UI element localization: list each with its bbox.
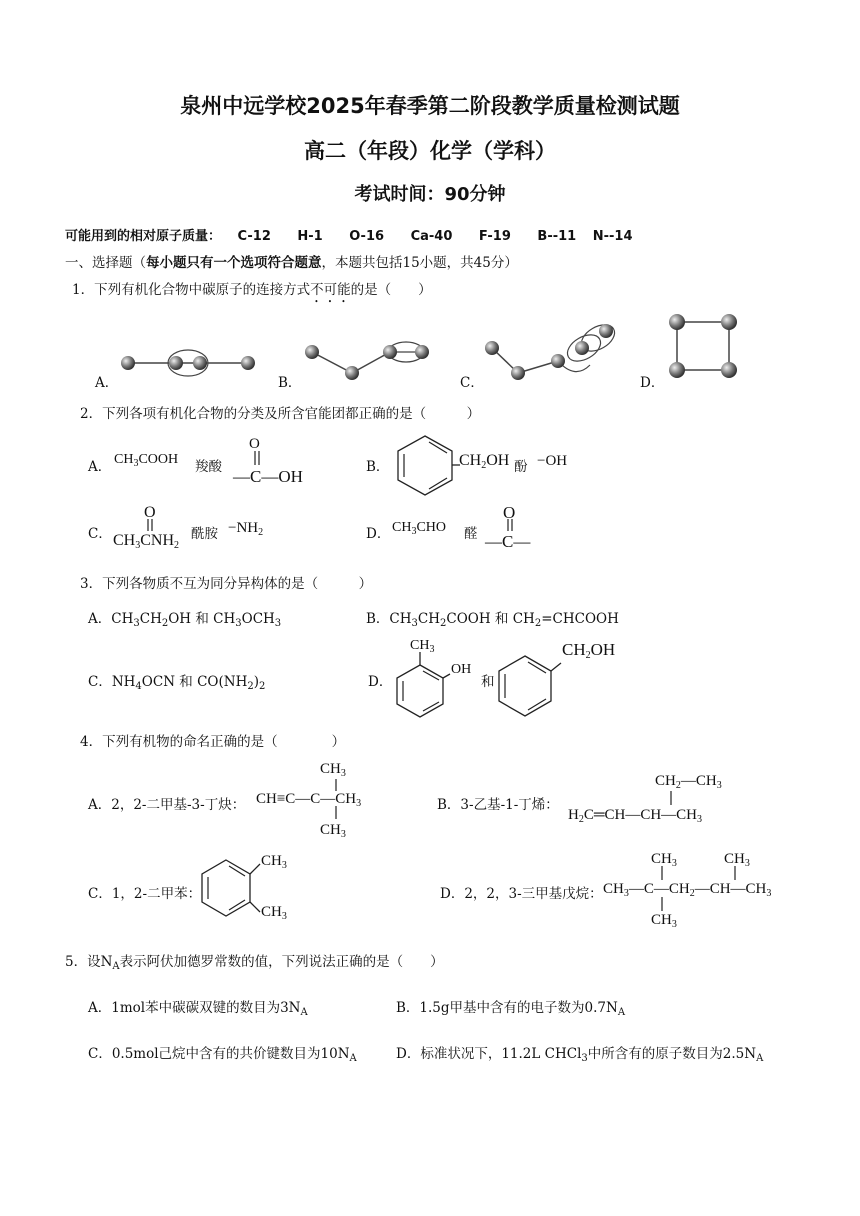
section-emphasis: 每小题只有一个选项符合题意 (146, 255, 322, 271)
q1-option-d-label: D． (640, 375, 665, 391)
q5-option-a: A．1mol苯中碳碳双键的数目为$3N_A$ (88, 1000, 308, 1018)
q3-d-and: 和 (481, 674, 495, 690)
atomic-masses-label: 可能用到的相对原子质量： (65, 229, 222, 244)
q4-option-d-name: D．2，2，3-三甲基戊烷： (440, 886, 603, 902)
q4-a-ch3-top: $CH_3$ (320, 761, 346, 779)
q3-option-d-label: D． (368, 674, 393, 690)
q1-b-chain-diagram (305, 342, 429, 380)
q2-a-class: 羧酸 (195, 459, 222, 475)
q3-d-benzyl-alcohol-structure (495, 650, 575, 730)
q2-c-class: 酰胺 (191, 526, 218, 542)
atomic-mass: N--14 (592, 229, 633, 244)
q4-c-methyl-top: $CH_3$ (261, 853, 287, 871)
atomic-mass: C-12 (237, 229, 271, 244)
q2-d-group-bottom: —C— (485, 532, 531, 551)
q2-d-class: 醛 (464, 526, 478, 542)
question-5-stem: 5．设$N_A$表示阿伏加德罗常数的值，下列说法正确的是（ ） (65, 954, 444, 972)
q4-d-ch3-top-2: $CH_3$ (724, 851, 750, 869)
q1-d-ring-diagram (669, 314, 737, 378)
q2-c-top: O (144, 504, 156, 521)
q3-option-b: B．$CH_3CH_2COOH$ 和 $CH_2=CHCOOH$ (366, 611, 619, 629)
section-heading (65, 251, 518, 271)
q2-b-substituent: $CH_2OH$ (459, 452, 510, 471)
q2-a-group-bottom: —C—OH (233, 467, 303, 486)
q4-option-c-name: C．1，2-二甲苯： (88, 886, 202, 902)
q2-a-group-top: O (249, 436, 260, 452)
q5-option-d: D．标准状况下，11.2L CHCl$_3$中所含有的原子数目为$2.5N_A$ (396, 1046, 764, 1064)
exam-subtitle: 高二（年段）化学（学科） (304, 139, 556, 163)
q1-stem-part: 的是（ ） (350, 282, 432, 298)
exam-title: 泉州中远学校2025年春季第二阶段教学质量检测试题 (180, 94, 680, 118)
q1-c-chain-diagram (485, 319, 619, 380)
question-2-stem: 2．下列各项有机化合物的分类及所含官能团都正确的是（ ） (80, 406, 481, 422)
section-suffix: ，本题共包括15小题，共45分） (321, 255, 518, 271)
q4-a-main-chain: $CH\equiv C—C—CH_3$ (256, 791, 362, 809)
q4-d-ch3-bottom: $CH_3$ (651, 912, 677, 930)
q2-option-c-label: C． (88, 526, 112, 542)
q2-a-formula: $CH_3COOH$ (114, 452, 179, 469)
question-1-stem (72, 278, 432, 306)
q3-d-methyl: $CH_3$ (410, 638, 435, 655)
q1-option-c-label: C． (460, 375, 484, 391)
q2-option-b-label: B． (366, 459, 390, 475)
atomic-mass: B--11 (537, 229, 577, 244)
section-prefix: 一、选择题（ (65, 255, 146, 271)
q4-b-main-chain: $H_2C═CH—CH—CH_3$ (568, 807, 702, 825)
atomic-mass: Ca-40 (410, 229, 453, 244)
q1-a-chain-diagram (121, 350, 255, 376)
q2-d-group-top: O (503, 503, 516, 522)
q4-d-ch3-top-1: $CH_3$ (651, 851, 677, 869)
q4-b-ethyl: $CH_2—CH_3$ (655, 773, 722, 791)
atomic-mass: F-19 (478, 229, 511, 244)
atomic-mass: O-16 (349, 229, 385, 244)
q3-option-a: A．$CH_3CH_2OH$ 和 $CH_3OCH_3$ (88, 611, 282, 629)
q2-b-group: −OH (537, 453, 568, 469)
atomic-masses-line (65, 225, 633, 244)
q2-c-formula: $CH_3CNH_2$ (113, 532, 180, 551)
q4-c-methyl-bottom: $CH_3$ (261, 904, 287, 922)
q2-option-a-label: A． (88, 459, 112, 475)
q4-option-b-name: B．3-乙基-1-丁烯： (437, 797, 559, 813)
q4-d-vertical-bonds (655, 866, 815, 936)
q2-d-formula: $CH_3CHO$ (392, 520, 447, 537)
q1-stem-part: 1．下列有机化合物中碳原子的连接方式 (72, 282, 311, 298)
q3-d-ch2oh: $CH_2OH$ (562, 640, 616, 661)
q3-d-hydroxyl: OH (451, 662, 472, 677)
q2-b-benzene-ring (392, 434, 462, 494)
q2-b-class: 酚 (514, 459, 528, 475)
q1-stem-emphasis: 不可能 (310, 282, 351, 298)
q2-option-d-label: D． (366, 526, 391, 542)
q3-option-c: C．$NH_4OCN$ 和 $CO(NH_2)_2$ (88, 674, 266, 692)
q1-option-a-label: A． (95, 375, 119, 391)
exam-time: 考试时间：90分钟 (354, 184, 506, 205)
q2-c-group: $-NH_2$ (228, 520, 264, 538)
question-3-stem: 3．下列各物质不互为同分异构体的是（ ） (80, 576, 373, 592)
q5-option-c: C．0.5mol己烷中含有的共价键数目为$10N_A$ (88, 1046, 357, 1064)
q1-option-b-label: B． (278, 375, 302, 391)
atomic-mass: H-1 (297, 229, 323, 244)
q4-a-ch3-bottom: $CH_3$ (320, 822, 346, 840)
q5-option-b: B．1.5g甲基中含有的电子数为$0.7N_A$ (396, 1000, 626, 1018)
q4-option-a-name: A．2，2-二甲基-3-丁炔： (88, 797, 246, 813)
q4-d-main-chain: $CH_3—C—CH_2—CH—CH_3$ (603, 881, 772, 899)
question-4-stem: 4．下列有机物的命名正确的是（ ） (80, 734, 346, 750)
